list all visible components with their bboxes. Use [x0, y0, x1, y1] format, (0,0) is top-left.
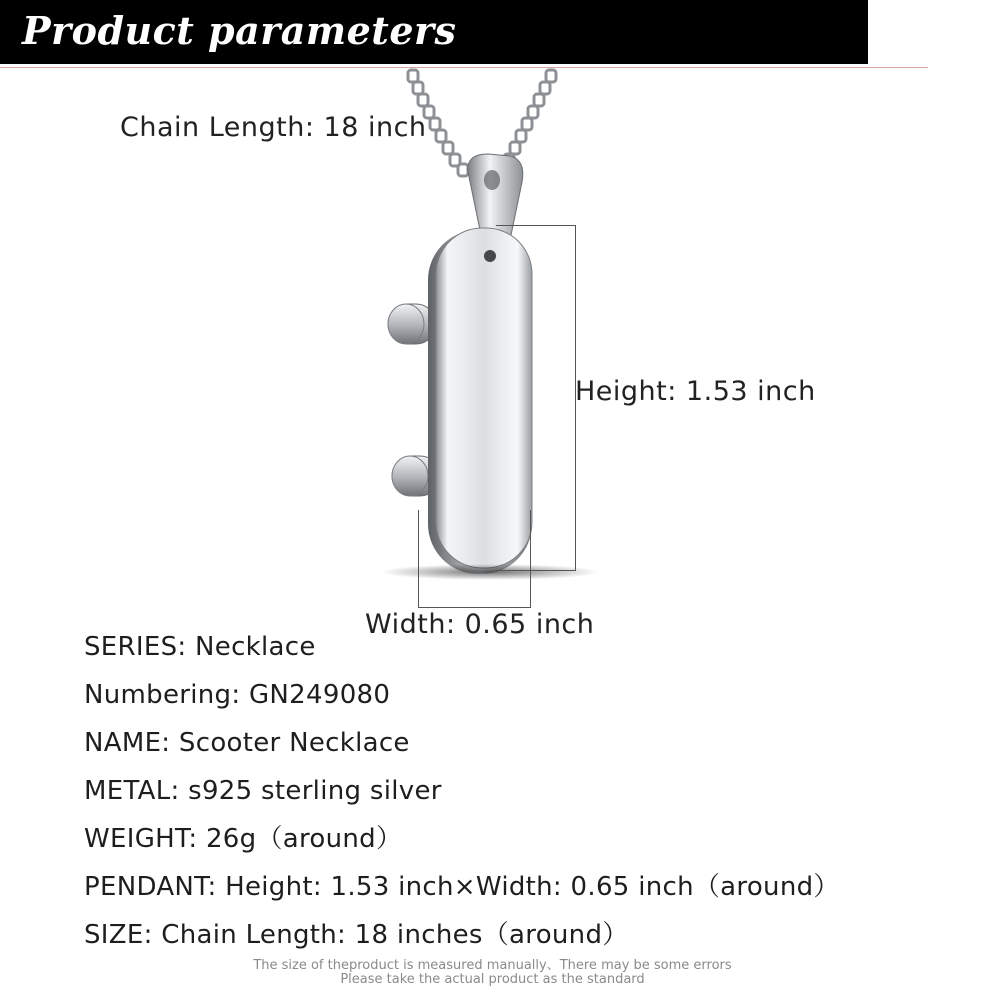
spec-list — [84, 624, 840, 960]
spec-metal: METAL: s925 sterling silver — [84, 776, 442, 806]
width-dimension-bracket — [418, 510, 531, 608]
disclaimer-line-1: The size of theproduct is measured manually、There may be some errors — [253, 958, 732, 973]
spec-pendant: PENDANT: Height: 1.53 inch×Width: 0.65 inch（around） — [84, 872, 840, 902]
page-title: Product parameters — [22, 8, 457, 53]
spec-name: NAME: Scooter Necklace — [84, 728, 410, 758]
chain-length-label: Chain Length: 18 inch — [120, 112, 427, 143]
width-label: Width: 0.65 inch — [365, 609, 595, 640]
height-label: Height: 1.53 inch — [575, 376, 816, 407]
spec-size: SIZE: Chain Length: 18 inches（around） — [84, 920, 629, 950]
chain-right — [504, 70, 556, 166]
spec-weight: WEIGHT: 26g（around） — [84, 824, 403, 854]
header-bar — [0, 0, 868, 64]
disclaimer-line-2: Please take the actual product as the standard — [340, 972, 645, 987]
spec-numbering: Numbering: GN249080 — [84, 680, 391, 710]
spec-series: SERIES: Necklace — [84, 632, 316, 662]
